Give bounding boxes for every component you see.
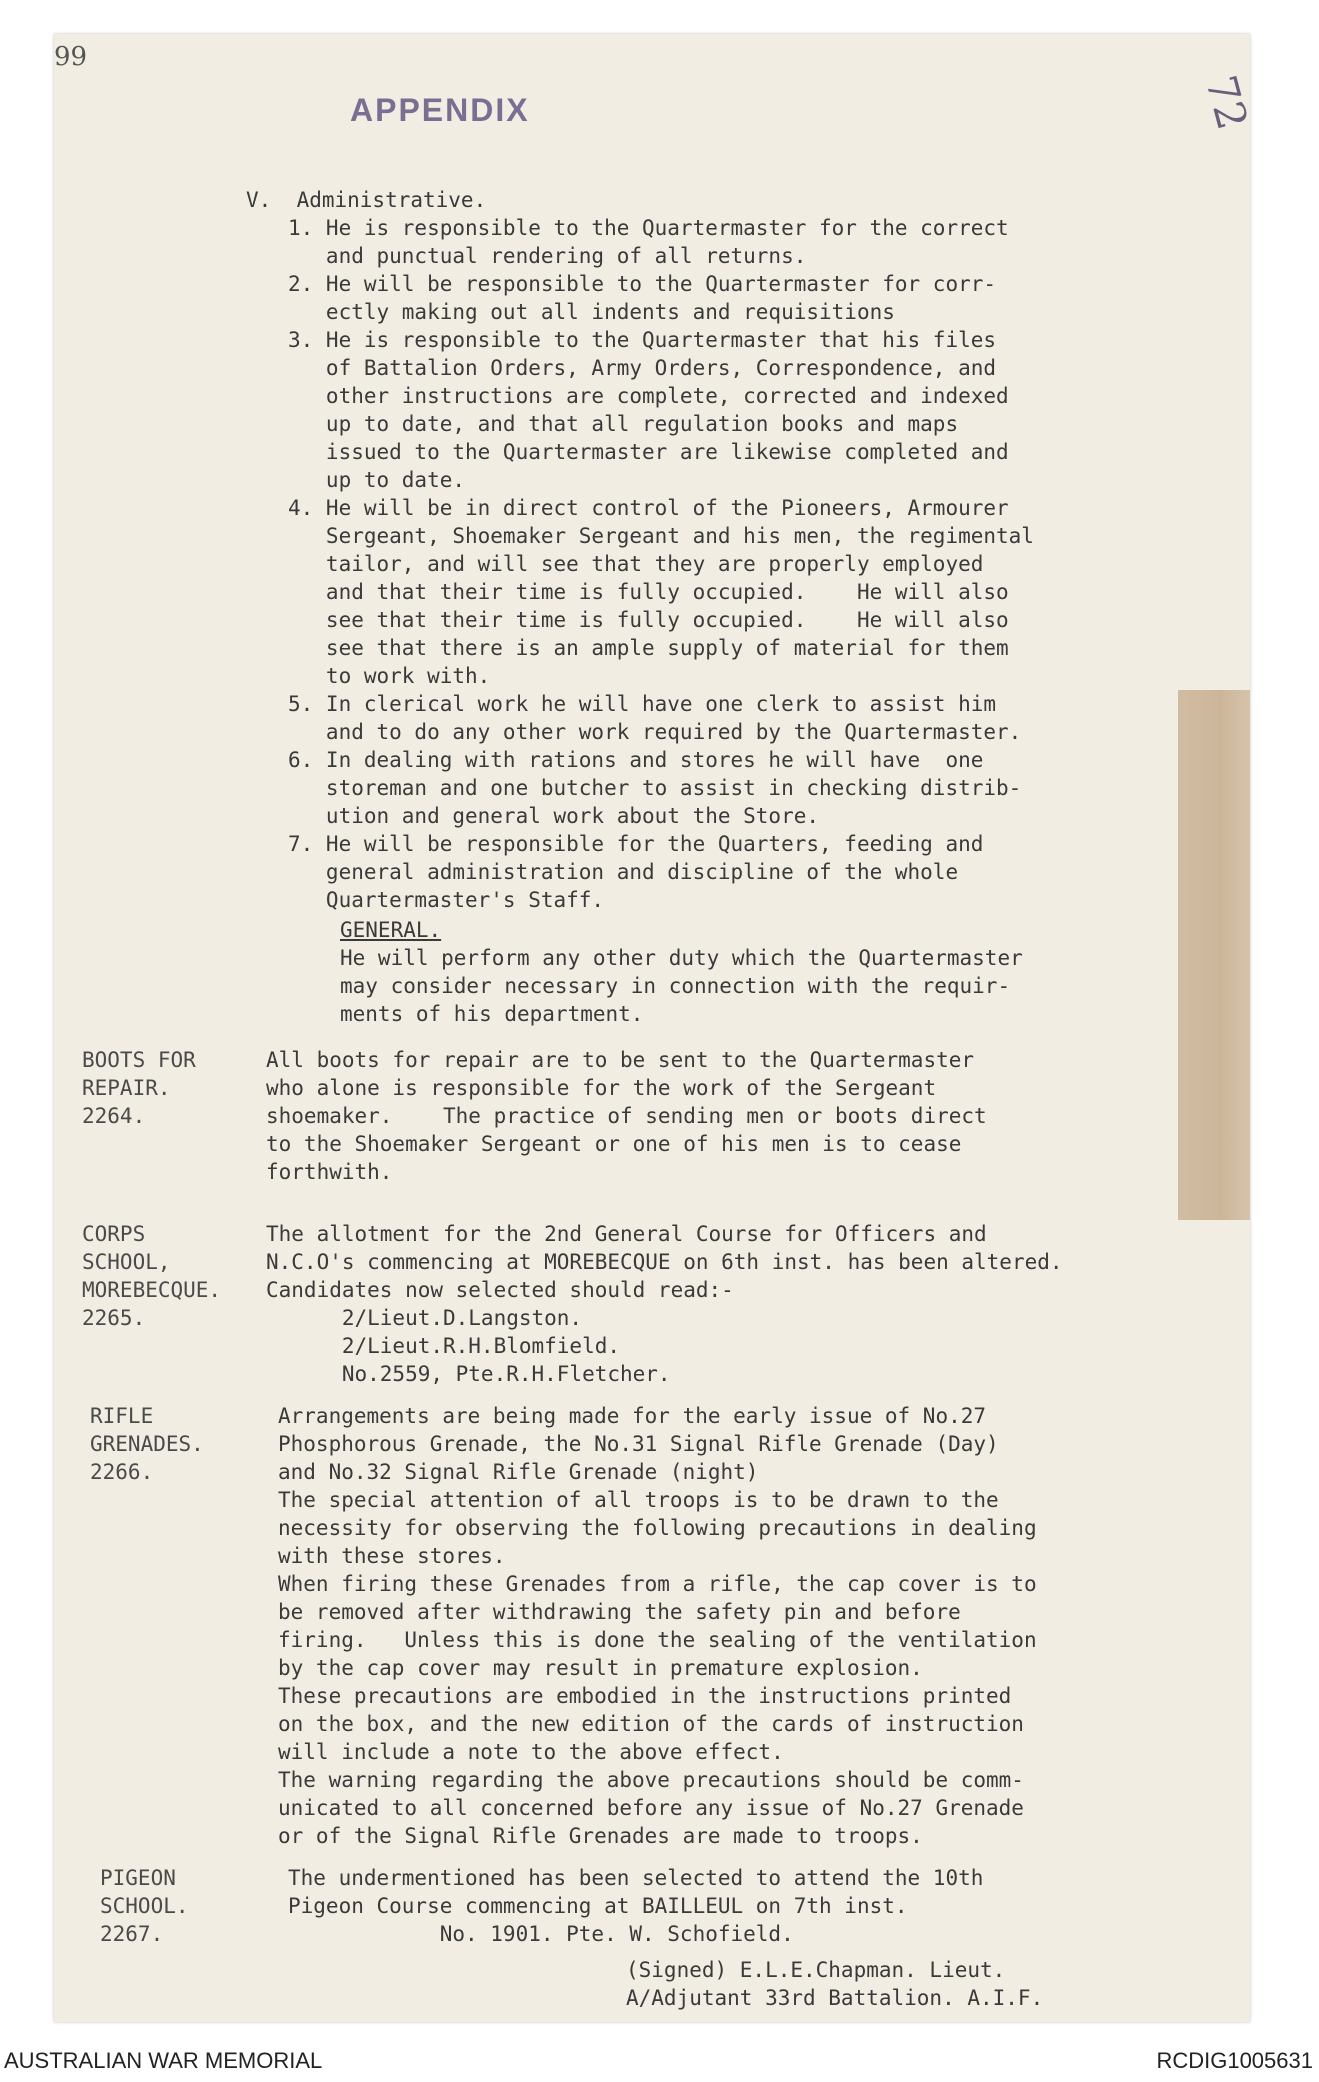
boots-text: All boots for repair are to be sent to the Quartermaster who alone is responsible for the work of the Sergeant shoemaker. The practice of sending men or boots direct to the Shoemaker Sergeant or one of his men is to cease forthwith. [266, 1048, 987, 1184]
footer-record-id: RCDIG1005631 [1156, 2048, 1313, 2073]
admin-item-1: 1. He is responsible to the Quartermaster for the correct and punctual rendering of all returns. [288, 216, 1009, 268]
corps-school-margin-heading: CORPS SCHOOL, MOREBECQUE. 2265. [82, 1222, 222, 1330]
admin-item-5: 5. In clerical work he will have one clerk to assist him and to do any other work required by the Quartermaster. [288, 692, 1022, 744]
tape-strip [1178, 690, 1250, 1220]
folio-number: 72 [1196, 70, 1258, 135]
rifle-grenades-text: Arrangements are being made for the early issue of No.27 Phosphorous Grenade, the No.31 Signal Rifle Grenade (Day) and No.32 Signal Rifle Grenade (night) The special attention of all troops is to be drawn to the necessity for observing the following precautions in dealing with these stores. When firing these Grenades from a rifle, the cap cover is to be removed after withdrawing the safety pin and before firing. Unless this is done the sealing of the ventilation by the cap cover may result in premature explosion. These precautions are embodied in the instructions printed on the box, and the new edition of the cards of instruction will include a note to the above effect. The warning regarding the above precautions should be comm- unicated to all concerned before any issue of No.27 Grenade or of the Signal Rifle Grenades are made to troops. [278, 1404, 1037, 1848]
admin-item-6: 6. In dealing with rations and stores he will have one storeman and one butcher to assist in checking distrib- ution and general work about the Store. [288, 748, 1022, 828]
administrative-heading: V. Administrative. [246, 188, 487, 212]
admin-item-4: 4. He will be in direct control of the Pioneers, Armourer Sergeant, Shoemaker Sergeant and his men, the regimental tailor, and will see that they are properly employed and that their time is fully occupied. He will also see that their time is fully occupied. He will also see that there is an ample supply of material for them to work with. [288, 496, 1034, 688]
pigeon-school-text: The undermentioned has been selected to attend the 10th Pigeon Course commencing at BAILLEUL on 7th inst. No. 1901. Pte. W. Schofield. [288, 1866, 984, 1946]
appendix-stamp: APPENDIX [350, 92, 530, 128]
general-heading: GENERAL. [340, 918, 442, 942]
page-number: 99 [54, 42, 88, 72]
boots-margin-heading: BOOTS FOR REPAIR. 2264. [82, 1048, 196, 1128]
admin-item-3: 3. He is responsible to the Quartermaster that his files of Battalion Orders, Army Orders, Correspondence, and other instructions are complete, corrected and indexed up to date, and that all regulation books and maps issued to the Quartermaster are likewise completed and up to date. [288, 328, 1009, 492]
admin-item-7: 7. He will be responsible for the Quarters, feeding and general administration and discipline of the whole Quartermaster's Staff. [288, 832, 984, 912]
admin-item-2: 2. He will be responsible to the Quartermaster for corr- ectly making out all indents and requisitions [288, 272, 997, 324]
signature-block: (Signed) E.L.E.Chapman. Lieut. A/Adjutant 33rd Battalion. A.I.F. [626, 1958, 1044, 2010]
pigeon-school-margin-heading: PIGEON SCHOOL. 2267. [100, 1866, 189, 1946]
general-text: He will perform any other duty which the Quartermaster may consider necessary in connection with the requir- ments of his department. [340, 946, 1023, 1026]
footer-institution: AUSTRALIAN WAR MEMORIAL [4, 2048, 323, 2073]
rifle-grenades-margin-heading: RIFLE GRENADES. 2266. [90, 1404, 204, 1484]
corps-school-text: The allotment for the 2nd General Course for Officers and N.C.O's commencing at MOREBECQUE on 6th inst. has been altered. Candidates now selected should read:- 2/Lieut.D.Langston. 2/Lieut.R.H.Blomfield. No.2559, Pte.R.H.Fletcher. [266, 1222, 1063, 1386]
